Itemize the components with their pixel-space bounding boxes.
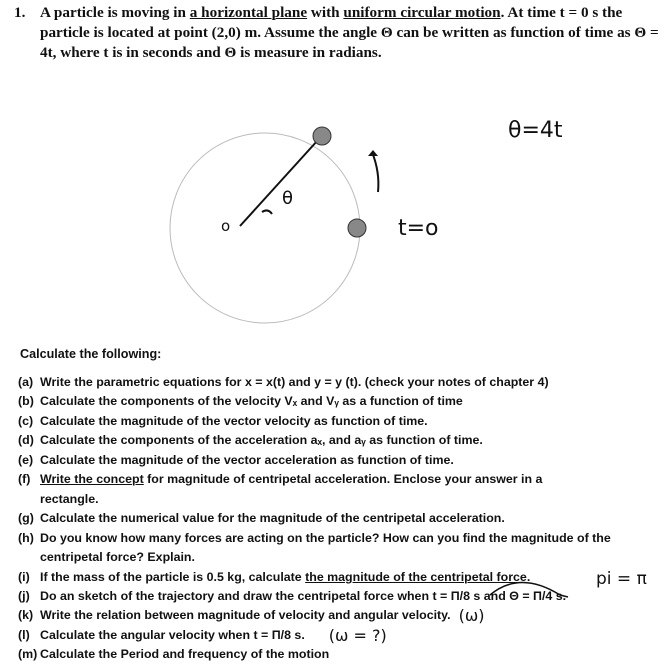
item-label: (f) <box>18 472 31 487</box>
item-text: Calculate the Period and frequency of the motion <box>40 647 330 662</box>
underlined-text: Write the concept <box>40 472 144 487</box>
item-text: Do you know how many forces are acting on the particle? How can you find the magnitude of the centripetal force? Explain. <box>40 530 611 565</box>
item-label: (b) <box>18 394 34 409</box>
handwritten-note: (ω) <box>458 606 485 626</box>
list-item <box>18 626 658 645</box>
item-text: Write the parametric equations for x = x(t) and y = y (t). (check your notes of chapter 4) <box>40 375 549 389</box>
time-label: t=o <box>398 216 439 241</box>
text: . At time t = 0 s the particle is located at point (2,0) m. Assume the angle Θ can be written as function of time as Θ = 4t, where t is in seconds and Θ is measure in radians. <box>40 4 659 61</box>
underlined-text: a horizontal plane <box>189 4 308 21</box>
item-text: Write the relation between magnitude of velocity and angular velocity. <box>40 608 451 623</box>
item-label: (h) <box>18 530 34 545</box>
item-text: for magnitude of centripetal acceleration. Enclose your answer in a rectangle. <box>40 472 543 506</box>
item-text: Calculate the angular velocity when t = Π/8 s. <box>40 627 305 642</box>
list-item <box>18 431 658 450</box>
item-text: Do an sketch of the trajectory and draw the centripetal force when t = Π/8 s and Θ = Π/4 s. <box>40 588 567 603</box>
list-item <box>18 392 658 411</box>
list-item <box>18 587 658 606</box>
direction-arrow <box>372 152 378 192</box>
item-text: Calculate the components of the velocity Vₓ and Vᵧ as a function of time <box>40 394 463 409</box>
item-label: (e) <box>18 452 34 467</box>
margin-note: pi = π <box>596 569 647 589</box>
item-label: (g) <box>18 511 34 526</box>
list-item <box>18 470 658 509</box>
handwritten-note: (ω = ?) <box>328 625 387 645</box>
item-label: (d) <box>18 433 34 448</box>
calculate-heading: Calculate the following: <box>20 347 162 361</box>
list-item <box>18 529 658 568</box>
item-label: (a) <box>18 375 34 389</box>
item-label: (i) <box>18 569 30 584</box>
item-label: (c) <box>18 413 34 428</box>
underlined-text: uniform circular motion <box>343 4 501 21</box>
origin-label: o <box>221 217 231 235</box>
list-item <box>18 606 658 625</box>
radius-line <box>240 140 318 226</box>
item-text: Calculate the numerical value for the magnitude of the centripetal acceleration. <box>40 511 505 526</box>
list-item <box>18 451 658 470</box>
particle-initial <box>348 219 366 237</box>
problem-number: 1. <box>14 4 26 21</box>
list-item <box>18 568 658 587</box>
particle-position <box>313 127 331 145</box>
item-label: (j) <box>18 588 30 603</box>
list-item <box>18 412 658 431</box>
item-text: . <box>526 569 531 584</box>
question-list <box>18 373 658 665</box>
list-item <box>18 645 658 664</box>
list-item <box>18 373 658 392</box>
equation-label: θ=4t <box>508 118 563 143</box>
list-item <box>18 509 658 528</box>
item-text: Calculate the magnitude of the vector velocity as function of time. <box>40 413 428 428</box>
item-text: Calculate the components of the acceleration aₓ, and aᵧ as function of time. <box>40 433 483 448</box>
angle-label: θ <box>282 188 294 209</box>
underlined-text: the magnitude of the centripetal force <box>305 569 527 584</box>
item-label: (m) <box>18 647 38 662</box>
angle-arc <box>262 210 272 214</box>
item-label: (k) <box>18 608 34 623</box>
item-text: If the mass of the particle is 0.5 kg, calculate <box>40 569 306 584</box>
text: with <box>307 4 344 21</box>
trajectory-circle <box>170 133 360 323</box>
text: A particle is moving in <box>40 4 190 21</box>
item-text: Calculate the magnitude of the vector acceleration as function of time. <box>40 452 454 467</box>
item-label: (l) <box>18 627 30 642</box>
